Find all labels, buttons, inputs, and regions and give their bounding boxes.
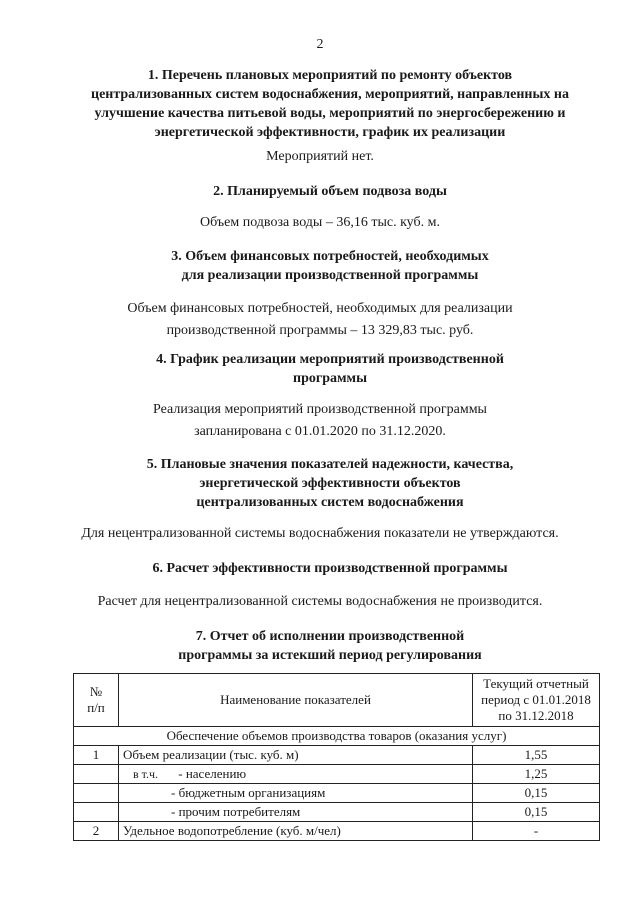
row-name: - прочим потребителям <box>119 803 473 822</box>
row-value: - <box>473 822 600 841</box>
row-num <box>74 784 119 803</box>
table-row <box>74 822 600 841</box>
page-number: 2 <box>316 37 324 52</box>
header-value: Текущий отчетный период с 01.01.2018 по 31.12.2018 <box>473 674 600 727</box>
section-1-text: Мероприятий нет. <box>266 149 374 164</box>
section-6-text: Расчет для нецентрализованной системы водоснабжения не производится. <box>97 594 543 609</box>
row-value: 0,15 <box>473 803 600 822</box>
table-row <box>74 746 600 765</box>
row-name: Удельное водопотребление (куб. м/чел) <box>119 822 473 841</box>
row-value: 1,55 <box>473 746 600 765</box>
section-3-text: Объем финансовых потребностей, необходимых для реализации производственной программы – 13 329,83 тыс. руб. <box>127 301 513 338</box>
table-header-row <box>74 674 600 727</box>
section-4-text: Реализация мероприятий производственной программы запланирована с 01.01.2020 по 31.12.2020. <box>153 402 487 439</box>
header-num: № п/п <box>74 674 119 727</box>
group-title: Обеспечение объемов производства товаров (оказания услуг) <box>74 727 600 746</box>
report-table <box>73 673 600 841</box>
section-2-text: Объем подвоза воды – 36,16 тыс. куб. м. <box>200 215 440 230</box>
section-2-heading: 2. Планируемый объем подвоза воды <box>213 184 447 199</box>
section-5-heading: 5. Плановые значения показателей надежности, качества, энергетической эффективности объектов централизованных систем водоснабжения <box>146 457 514 510</box>
section-7-heading: 7. Отчет об исполнении производственной программы за истекший период регулирования <box>178 629 482 663</box>
section-1-heading: 1. Перечень плановых мероприятий по ремонту объектов централизованных систем водоснабжения, мероприятий, направленных на улучшение качества питьевой воды, мероприятий по энергосбережению и энергетической эффективности, график их реализации <box>91 68 569 140</box>
table-row <box>74 784 600 803</box>
row-name <box>119 765 473 784</box>
row-num: 1 <box>74 746 119 765</box>
section-3-heading: 3. Объем финансовых потребностей, необходимых для реализации производственной программы <box>171 249 489 283</box>
row-num <box>74 765 119 784</box>
section-5-text: Для нецентрализованной системы водоснабжения показатели не утверждаются. <box>81 526 559 541</box>
section-4-heading: 4. График реализации мероприятий производственной программы <box>156 352 504 386</box>
table-row <box>74 765 600 784</box>
row-name: Объем реализации (тыс. куб. м) <box>119 746 473 765</box>
header-name: Наименование показателей <box>119 674 473 727</box>
table-row <box>74 803 600 822</box>
row-num: 2 <box>74 822 119 841</box>
row-prefix: в т.ч. <box>133 767 159 781</box>
row-name: - бюджетным организациям <box>119 784 473 803</box>
row-value: 0,15 <box>473 784 600 803</box>
row-value: 1,25 <box>473 765 600 784</box>
table-group-row <box>74 727 600 746</box>
row-num <box>74 803 119 822</box>
row-label: - населению <box>178 766 247 781</box>
section-6-heading: 6. Расчет эффективности производственной программы <box>152 561 508 576</box>
